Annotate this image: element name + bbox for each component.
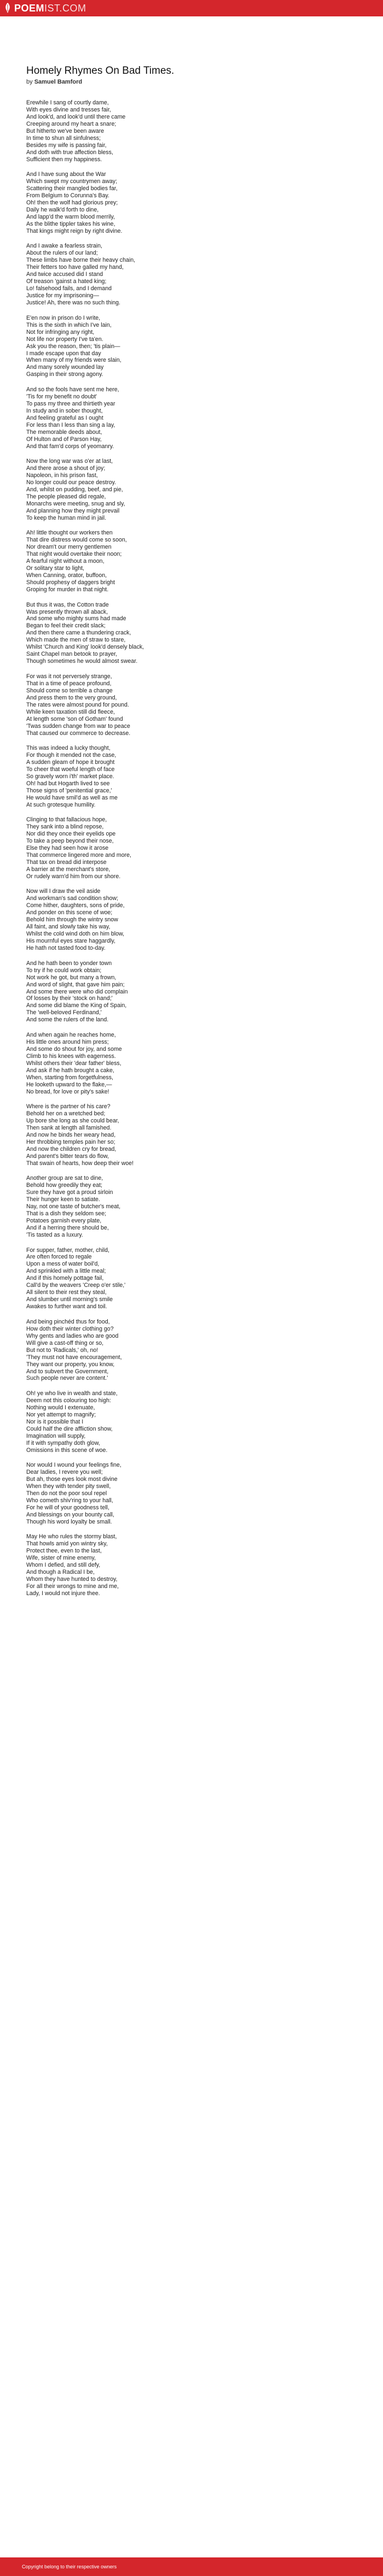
poem-line: Of losses by their 'stock on hand;' — [26, 995, 113, 1002]
poem-line: And to subvert the Government, — [26, 1368, 109, 1375]
poem-line: To try if he could work obtain; — [26, 967, 102, 974]
poem-line: I made escape upon that day — [26, 350, 101, 357]
poem-line: To pass my three and thirtieth year — [26, 400, 115, 407]
poem-line: Not life nor property I've ta'en. — [26, 336, 103, 343]
poem-line: In study and in sober thought, — [26, 407, 103, 414]
poem-line: Deem not this colouring too high: — [26, 1397, 111, 1404]
stanza — [26, 1462, 355, 1526]
poem-line: Monarchs were meeting, snug and sly, — [26, 500, 125, 507]
poem-line: About the rulers of our land; — [26, 250, 98, 257]
poem-line: Whilst others their 'dear father' bless, — [26, 1060, 121, 1067]
poem-line: Then sank at length all famished. — [26, 1124, 112, 1131]
poem-line: And though a Radical I be, — [26, 1569, 95, 1576]
poem-line: Which made the men of straw to stare, — [26, 637, 126, 644]
poem-line: And workman's sad condition show; — [26, 895, 119, 902]
poem-line: Imagination will supply, — [26, 1432, 86, 1439]
poem-line: For less than I less than sing a lay, — [26, 421, 115, 428]
poem-line: That tax on bread did interpose — [26, 859, 107, 866]
poem-line: Behold him through the wintry snow — [26, 916, 118, 924]
poem-line: In time to shun all sinfulness; — [26, 134, 101, 142]
poem-line: The memorable deeds about, — [26, 428, 102, 436]
poem-line: And blessings on your bounty call, — [26, 1511, 114, 1518]
poem-line: Should prophesy of daggers bright — [26, 579, 115, 586]
footer-bar — [0, 2557, 383, 2576]
poem-line: No bread, for love or pity's sake! — [26, 1088, 109, 1095]
poem-line: Not work he got, but many a frown, — [26, 974, 117, 981]
poem-line: This was indeed a lucky thought, — [26, 744, 111, 751]
poem-line: Call'd by the weavers 'Creep o'er stile,' — [26, 1282, 126, 1289]
poem-line: Which swept my countrymen away; — [26, 178, 118, 185]
poem-line: That kings might reign by right divine. — [26, 227, 123, 234]
poem-line: But thus it was, the Cotton trade — [26, 601, 109, 608]
poem-line: Lady, I would not injure thee. — [26, 1590, 100, 1597]
poem-line: And ponder on this scene of woe; — [26, 909, 113, 916]
poem-line: Potatoes garnish every plate, — [26, 1218, 102, 1225]
poem-line: And some who mighty sums had made — [26, 615, 126, 622]
stanza — [26, 1247, 355, 1311]
poem-line: And parent's bitter tears do flow, — [26, 1152, 109, 1160]
poem-line: With eyes divine and tresses fair, — [26, 106, 111, 113]
poem-line: Dear ladies, I revere you well; — [26, 1469, 103, 1476]
poem-line: Up bore she long as she could bear, — [26, 1118, 119, 1124]
poem-line: Daily he walk'd forth to dine, — [26, 207, 99, 214]
stanza — [26, 745, 355, 809]
poem-line: E'en now in prison do I write, — [26, 314, 101, 321]
poem-line: At such grotesque humility. — [26, 801, 96, 808]
poem-line: And I have sung about the War — [26, 171, 106, 178]
poem-line: Those signs of 'penitential grace,' — [26, 787, 112, 794]
poem-line: And twice accused did I stand — [26, 271, 103, 278]
poem-line: Creeping around my heart a snare; — [26, 120, 117, 127]
poem-line: That caused our commerce to decrease. — [26, 730, 131, 737]
poem-line: Whilst the cold wind doth on him blow, — [26, 931, 125, 938]
stanza — [26, 1319, 355, 1383]
poem-line: Should come so terrible a change — [26, 687, 113, 694]
stanza — [26, 816, 355, 880]
poem-line: Gasping in their strong agony. — [26, 371, 103, 378]
poem-line: Oh! had but Hogarth lived to see — [26, 780, 110, 787]
poem-line: And some there were who did complain — [26, 988, 128, 995]
poem-line: Besides my wife is passing fair, — [26, 142, 107, 149]
stanza — [26, 99, 355, 163]
poem-line: He would have smil'd as well as me — [26, 794, 118, 801]
poem-line: That night would overtake their noon; — [26, 551, 122, 558]
stanza — [26, 673, 355, 737]
poem-line: And now he binds her weary head, — [26, 1131, 116, 1138]
poem-line: Nor would I wound your feelings fine, — [26, 1462, 121, 1469]
poem-line: And some did blame the King of Spain, — [26, 1002, 127, 1009]
poem-line: For all their wrongs to mine and me, — [26, 1583, 119, 1590]
site-logo-text — [14, 2, 86, 14]
poem-line: While keen taxation still did fleece, — [26, 708, 115, 715]
poem-line: The 'well-beloved Ferdinand,' — [26, 1009, 102, 1016]
poem-line: Ask you the reason, then; 'tis plain— — [26, 343, 120, 350]
poem-line: And I awake a fearless strain, — [26, 243, 102, 250]
poem-line: Upon a mess of water boil'd, — [26, 1261, 100, 1268]
stanza — [26, 960, 355, 1024]
poem-line: Will give a cast-off thing or so, — [26, 1339, 104, 1346]
poem-line: Of treason 'gainst a hated king; — [26, 278, 107, 285]
poem-line: Protect thee, even to the last, — [26, 1548, 102, 1555]
poem-line: And he hath been to yonder town — [26, 960, 112, 967]
poem-line: Are often forced to regale — [26, 1254, 92, 1261]
poem-line: These limbs have borne their heavy chain, — [26, 257, 136, 264]
poem-line: And planning how they might prevail — [26, 507, 120, 514]
poem-line: For was it not perversely strange, — [26, 673, 112, 680]
poem-line: To cheer that woeful length of face — [26, 766, 115, 773]
poem-line: If it with sympathy doth glow, — [26, 1439, 100, 1446]
poem-line: And when again he reaches home, — [26, 1031, 116, 1038]
stanza — [26, 1032, 355, 1096]
stanza — [26, 888, 355, 952]
poem-line: And then there came a thundering crack, — [26, 630, 131, 637]
poem-line: Oh! then the wolf had glorious prey; — [26, 199, 118, 207]
poem-line: Behold her on a wretched bed; — [26, 1110, 106, 1118]
poem-line: And if this homely pottage fail, — [26, 1275, 104, 1282]
poem-line: Whom they have hunted to destroy, — [26, 1576, 118, 1583]
poem-line: A barrier at the merchant's store, — [26, 866, 111, 873]
poem-line: May He who rules the stormy blast, — [26, 1533, 117, 1540]
poem-line: Now the long war was o'er at last, — [26, 458, 113, 465]
poem-line: Who cometh shiv'ring to your hall, — [26, 1497, 113, 1504]
poem-line: That commerce lingered more and more, — [26, 852, 131, 859]
poem-line: And ask if he hath brought a cake, — [26, 1067, 114, 1074]
author-link[interactable]: Samuel Bamford — [34, 79, 83, 85]
poem-line: Scattering their mangled bodies far, — [26, 185, 118, 192]
poem-line: His mournful eyes stare haggardly, — [26, 938, 115, 945]
poem-line: Their hunger keen to satiate. — [26, 1196, 100, 1203]
poem-line: And so the fools have sent me here, — [26, 386, 119, 393]
poem-line: When Canning, orator, buffoon, — [26, 572, 107, 579]
poem-line: So gravely worn i'th' market place. — [26, 773, 114, 780]
poem-line: They sank into a blind repose, — [26, 824, 104, 831]
poem-line: Where is the partner of his care? — [26, 1103, 111, 1110]
by-label: by — [26, 79, 33, 85]
poem-line: Justice for my imprisoning— — [26, 292, 100, 299]
poem-line: Could half the dire affliction show, — [26, 1425, 113, 1432]
stanza — [26, 243, 355, 307]
logo-rest-text: IST.COM — [44, 3, 86, 14]
poem-content — [26, 64, 355, 1605]
poem-line: At length some 'son of Gotham' found — [26, 715, 123, 722]
poem-line: Whilst 'Church and King' look'd densely black, — [26, 644, 144, 651]
stanza — [26, 1175, 355, 1239]
poem-line: And feeling grateful as I ought — [26, 414, 103, 421]
poem-body — [26, 99, 355, 1597]
poem-line: Then do not the poor soul repel — [26, 1490, 107, 1497]
poem-line: And press them to the very ground, — [26, 694, 117, 701]
poem-line: That howls amid yon wintry sky, — [26, 1540, 108, 1548]
poem-line: And if a herring there should be, — [26, 1225, 109, 1232]
poem-line: And now the children cry for bread, — [26, 1145, 117, 1152]
poem-line: Was presently thrown all aback, — [26, 608, 108, 615]
poem-line: Lo! falsehood fails, and I demand — [26, 285, 112, 292]
copyright-text: Copyright belong to their respective owners — [22, 2564, 117, 2569]
poem-line: Of Hulton and of Parson Hay, — [26, 436, 102, 443]
poem-line: Saint Chapel man betook to prayer, — [26, 651, 118, 658]
poem-line: That is a dish they seldom see; — [26, 1210, 107, 1218]
poem-line: They want our property, you know, — [26, 1361, 115, 1368]
poem-line: And doth with true affection bless, — [26, 149, 113, 156]
poem-line: Or solitary star to light, — [26, 565, 84, 572]
poem-line: And, whilst on pudding, beef, and pie, — [26, 486, 123, 493]
poem-line: As the blithe tippler takes his wine, — [26, 221, 115, 227]
poem-line: Ah! little thought our workers then — [26, 530, 113, 537]
poem-line: And some the rulers of the land. — [26, 1016, 109, 1024]
poem-line: All silent to their rest they steal, — [26, 1289, 107, 1296]
stanza — [26, 530, 355, 593]
poem-line: This is the sixth in which I've lain, — [26, 321, 112, 328]
poem-line: And slumber until morning's smile — [26, 1296, 113, 1303]
stanza — [26, 1103, 355, 1167]
poem-line: But ah, those eyes look most divine — [26, 1476, 118, 1483]
poem-line: And there arose a shout of joy; — [26, 465, 106, 472]
poem-line: Nor yet attempt to magnify; — [26, 1411, 96, 1418]
poem-line: Oh! ye who live in wealth and state, — [26, 1390, 118, 1397]
poem-line: And many sorely wounded lay — [26, 364, 104, 371]
poem-line: And that fam'd corps of yeomanry. — [26, 443, 114, 450]
poem-line: His little ones around him press; — [26, 1038, 109, 1045]
poem-line: When, starting from forgetfulness, — [26, 1074, 113, 1081]
poem-line: 'They must not have encouragement, — [26, 1354, 122, 1361]
poem-line: Awakes to further want and toil. — [26, 1303, 107, 1310]
poem-line: Nor did they once their eyelids ope — [26, 831, 116, 838]
stanza — [26, 386, 355, 450]
poem-line: To keep the human mind in jail. — [26, 514, 107, 521]
poem-line: 'Tis tasted as a luxury. — [26, 1232, 83, 1239]
site-logo[interactable] — [4, 2, 86, 14]
poem-line: For he will of your goodness tell, — [26, 1504, 109, 1511]
poem-line: When they with tender pity swell, — [26, 1483, 111, 1490]
poem-line: Erewhile I sang of courtly dame, — [26, 99, 109, 106]
poem-line: Wife, sister of mine enemy, — [26, 1555, 96, 1562]
poem-line: And some do shout for joy, and some — [26, 1045, 122, 1052]
poem-line: Sufficient then my happiness. — [26, 156, 102, 163]
poem-line: Not for infringing any right, — [26, 328, 95, 336]
poem-title: Homely Rhymes On Bad Times. — [26, 65, 175, 77]
poem-line: All faint, and slowly take his way, — [26, 924, 111, 931]
poem-line: The rates were almost pound for pound. — [26, 701, 129, 708]
poem-line: He hath not tasted food to-day. — [26, 945, 106, 952]
stanza — [26, 1533, 355, 1597]
poem-line: For supper, father, mother, child, — [26, 1246, 109, 1254]
poem-line: Whom I defied, and still defy, — [26, 1562, 101, 1569]
poem-line: And word of slight, that gave him pain; — [26, 981, 125, 988]
poem-line: And being pinchéd thus for food, — [26, 1318, 110, 1325]
logo-main-text: POEM — [14, 3, 45, 14]
poem-line: Justice! Ah, there was no such thing. — [26, 299, 120, 307]
stanza — [26, 602, 355, 666]
byline — [26, 78, 355, 86]
poem-line: Groping for murder in that night. — [26, 586, 109, 593]
poem-line: That dire distress would come so soon, — [26, 537, 127, 544]
poem-line: How doth their winter clothing go? — [26, 1325, 114, 1332]
poem-line: Though sometimes he would almost swear. — [26, 658, 138, 665]
poem-line: Come hither, daughters, sons of pride, — [26, 902, 125, 909]
poem-line: Napoleon, in his prison fast, — [26, 472, 98, 479]
poem-line: Nothing would I extenuate, — [26, 1404, 95, 1411]
poem-line: Nay, not one taste of butcher's meat, — [26, 1203, 121, 1210]
poem-line: But hitherto we've been aware — [26, 127, 105, 134]
poem-line: Else they had seen how it arose — [26, 845, 109, 852]
poem-line: A fearful night without a moon, — [26, 558, 105, 565]
poem-line: 'Tis for my benefit no doubt' — [26, 393, 97, 400]
poem-line: 'Twas sudden change from war to peace — [26, 722, 130, 730]
top-header-bar — [0, 0, 383, 16]
poem-line: Sure they have got a proud sirloin — [26, 1189, 113, 1196]
stanza — [26, 458, 355, 522]
poem-line: And lapp'd the warm blood merrily, — [26, 214, 115, 221]
poem-line: From Belgium to Corunna's Bay. — [26, 192, 109, 199]
poem-line: Her throbbing temples pain her so; — [26, 1138, 115, 1145]
poem-line: Omissions in this scene of woe. — [26, 1446, 108, 1454]
stanza — [26, 171, 355, 235]
poem-line: And look'd, and look'd until there came — [26, 113, 126, 120]
poem-line: Now will I draw the veil aside — [26, 888, 101, 895]
poem-line: And sprinkled with a little meal; — [26, 1268, 106, 1275]
poem-line: That in a time of peace profound, — [26, 680, 112, 687]
poem-line: Behold how greedily they eat; — [26, 1182, 102, 1189]
poem-line: No longer could our peace destroy. — [26, 479, 117, 486]
poem-line: Nor is it possible that I — [26, 1418, 84, 1425]
poem-line: Such people never are content.' — [26, 1375, 108, 1382]
quill-pen-icon — [4, 3, 11, 14]
poem-line: A sudden gleam of hope it brought — [26, 758, 115, 766]
poem-line: Nor dream't our merry gentlemen — [26, 544, 112, 551]
poem-line: Why gents and ladies who are good — [26, 1332, 119, 1339]
poem-line: Their fetters too have galled my hand, — [26, 264, 124, 271]
poem-line: Another group are sat to dine, — [26, 1175, 103, 1182]
poem-line: For though it mended not the case, — [26, 751, 117, 758]
poem-line: Climb to his knees with eagerness. — [26, 1052, 116, 1060]
stanza — [26, 1390, 355, 1454]
poem-line: Though his word loyalty be small. — [26, 1518, 112, 1525]
poem-line: Began to feel their credit slack; — [26, 622, 106, 630]
poem-line: When many of my friends were slain, — [26, 357, 121, 364]
poem-line: But not to 'Radicals,' oh, no! — [26, 1346, 98, 1354]
poem-line: Or rudely warn'd him from our shore. — [26, 873, 121, 880]
stanza — [26, 315, 355, 379]
poem-line: That swain of hearts, how deep their woe! — [26, 1160, 134, 1167]
poem-line: Clinging to that fallacious hope, — [26, 816, 107, 824]
poem-line: The people pleased did regale, — [26, 493, 106, 500]
poem-line: He looketh upward to the flake,— — [26, 1081, 112, 1088]
poem-line: To take a peep beyond their nose, — [26, 838, 114, 845]
